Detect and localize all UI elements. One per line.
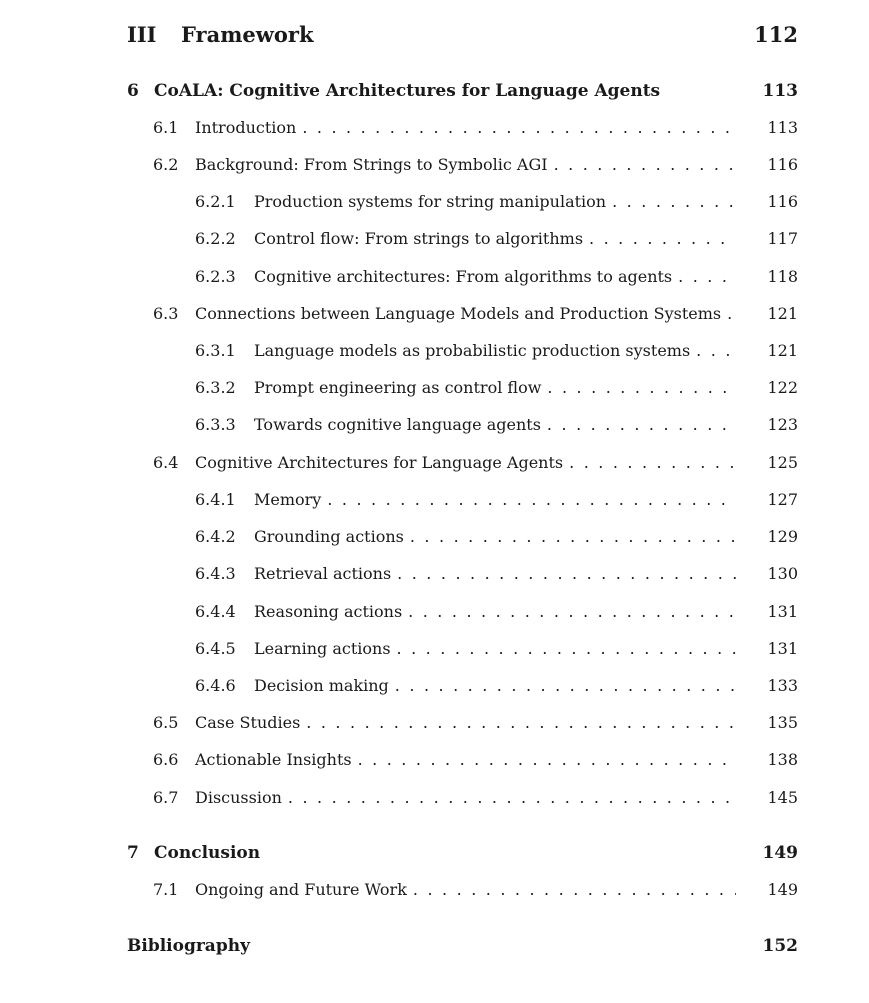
toc-section-entry[interactable] bbox=[153, 750, 798, 769]
part-page-number: 112 bbox=[754, 22, 798, 47]
section-page-number: 113 bbox=[767, 118, 798, 137]
dot-leader bbox=[302, 118, 736, 137]
dot-leader bbox=[547, 415, 736, 434]
dot-leader bbox=[612, 192, 736, 211]
section-title: Actionable Insights bbox=[195, 750, 352, 769]
toc-section-entry[interactable] bbox=[153, 155, 798, 174]
toc-chapter-entry[interactable] bbox=[127, 81, 798, 101]
subsection-title: Decision making bbox=[254, 676, 389, 695]
toc-subsection-entry[interactable] bbox=[195, 267, 798, 286]
section-number: 6.4 bbox=[153, 453, 179, 472]
section-title: Discussion bbox=[195, 788, 282, 807]
toc-section-entry[interactable] bbox=[153, 304, 798, 323]
subsection-page-number: 123 bbox=[767, 415, 798, 434]
subsection-number: 6.4.1 bbox=[195, 490, 236, 509]
chapter-page-number: 149 bbox=[762, 843, 798, 863]
subsection-page-number: 118 bbox=[767, 267, 798, 286]
subsection-title: Retrieval actions bbox=[254, 564, 392, 583]
section-title: Cognitive Architectures for Language Agents bbox=[195, 453, 564, 472]
chapter-page-number: 113 bbox=[762, 81, 798, 101]
subsection-title: Production systems for string manipulation bbox=[254, 192, 607, 211]
dot-leader bbox=[397, 639, 736, 658]
dot-leader bbox=[408, 602, 736, 621]
section-number: 6.7 bbox=[153, 788, 179, 807]
toc-subsection-entry[interactable] bbox=[195, 192, 798, 211]
subsection-number: 6.3.3 bbox=[195, 415, 236, 434]
subsection-page-number: 129 bbox=[767, 527, 798, 546]
subsection-page-number: 130 bbox=[767, 564, 798, 583]
subsection-number: 6.4.6 bbox=[195, 676, 236, 695]
section-page-number: 135 bbox=[767, 713, 798, 732]
dot-leader bbox=[410, 527, 736, 546]
toc-chapter-entry[interactable] bbox=[127, 843, 798, 863]
subsection-number: 6.4.4 bbox=[195, 602, 236, 621]
section-page-number: 125 bbox=[767, 453, 798, 472]
part-number: III bbox=[127, 22, 157, 47]
subsection-number: 6.4.3 bbox=[195, 564, 236, 583]
subsection-page-number: 122 bbox=[767, 378, 798, 397]
dot-leader bbox=[288, 788, 736, 807]
toc-section-entry[interactable] bbox=[153, 453, 798, 472]
subsection-title: Towards cognitive language agents bbox=[254, 415, 541, 434]
dot-leader bbox=[696, 341, 736, 360]
subsection-number: 6.2.1 bbox=[195, 192, 236, 211]
subsection-page-number: 131 bbox=[767, 602, 798, 621]
toc-subsection-entry[interactable] bbox=[195, 527, 798, 546]
subsection-page-number: 121 bbox=[767, 341, 798, 360]
chapter-title: CoALA: Cognitive Architectures for Language Agents bbox=[154, 81, 661, 101]
dot-leader bbox=[306, 713, 736, 732]
dot-leader bbox=[589, 229, 736, 248]
dot-leader bbox=[413, 880, 736, 899]
section-page-number: 145 bbox=[767, 788, 798, 807]
section-title: Connections between Language Models and Production Systems bbox=[195, 304, 722, 323]
dot-leader bbox=[397, 564, 736, 583]
bibliography-page-number: 152 bbox=[762, 936, 798, 956]
toc-subsection-entry[interactable] bbox=[195, 564, 798, 583]
dot-leader bbox=[395, 676, 736, 695]
section-number: 6.5 bbox=[153, 713, 179, 732]
subsection-number: 6.4.5 bbox=[195, 639, 236, 658]
toc-subsection-entry[interactable] bbox=[195, 229, 798, 248]
subsection-number: 6.2.2 bbox=[195, 229, 236, 248]
dot-leader bbox=[358, 750, 736, 769]
toc-subsection-entry[interactable] bbox=[195, 490, 798, 509]
subsection-number: 6.2.3 bbox=[195, 267, 236, 286]
part-title: Framework bbox=[181, 22, 314, 47]
section-title: Introduction bbox=[195, 118, 297, 137]
bibliography-title: Bibliography bbox=[127, 936, 250, 956]
dot-leader bbox=[547, 378, 736, 397]
subsection-title: Control flow: From strings to algorithms bbox=[254, 229, 584, 248]
chapter-number: 6 bbox=[127, 81, 139, 101]
subsection-page-number: 127 bbox=[767, 490, 798, 509]
section-number: 6.1 bbox=[153, 118, 179, 137]
subsection-title: Reasoning actions bbox=[254, 602, 403, 621]
toc-bibliography-entry[interactable] bbox=[127, 936, 798, 956]
dot-leader bbox=[569, 453, 736, 472]
subsection-title: Prompt engineering as control flow bbox=[254, 378, 542, 397]
toc-section-entry[interactable] bbox=[153, 713, 798, 732]
section-number: 6.2 bbox=[153, 155, 179, 174]
subsection-page-number: 131 bbox=[767, 639, 798, 658]
subsection-number: 6.4.2 bbox=[195, 527, 236, 546]
toc-subsection-entry[interactable] bbox=[195, 341, 798, 360]
toc-part-entry[interactable] bbox=[127, 22, 798, 47]
subsection-title: Grounding actions bbox=[254, 527, 404, 546]
subsection-title: Memory bbox=[254, 490, 322, 509]
section-page-number: 121 bbox=[767, 304, 798, 323]
section-title: Case Studies bbox=[195, 713, 301, 732]
subsection-title: Cognitive architectures: From algorithms to agents bbox=[254, 267, 673, 286]
toc-section-entry[interactable] bbox=[153, 118, 798, 137]
section-number: 6.6 bbox=[153, 750, 179, 769]
dot-leader bbox=[554, 155, 736, 174]
toc-section-entry[interactable] bbox=[153, 880, 798, 899]
dot-leader bbox=[327, 490, 736, 509]
section-page-number: 149 bbox=[767, 880, 798, 899]
dot-leader bbox=[678, 267, 736, 286]
subsection-number: 6.3.1 bbox=[195, 341, 236, 360]
dot-leader bbox=[727, 304, 736, 323]
toc-subsection-entry[interactable] bbox=[195, 378, 798, 397]
toc-subsection-entry[interactable] bbox=[195, 602, 798, 621]
subsection-page-number: 117 bbox=[767, 229, 798, 248]
subsection-title: Language models as probabilistic production systems bbox=[254, 341, 691, 360]
chapter-number: 7 bbox=[127, 843, 139, 863]
subsection-title: Learning actions bbox=[254, 639, 391, 658]
toc-section-entry[interactable] bbox=[153, 788, 798, 807]
subsection-number: 6.3.2 bbox=[195, 378, 236, 397]
subsection-page-number: 116 bbox=[767, 192, 798, 211]
section-number: 6.3 bbox=[153, 304, 179, 323]
section-page-number: 138 bbox=[767, 750, 798, 769]
toc-subsection-entry[interactable] bbox=[195, 639, 798, 658]
section-number: 7.1 bbox=[153, 880, 179, 899]
toc-subsection-entry[interactable] bbox=[195, 415, 798, 434]
subsection-page-number: 133 bbox=[767, 676, 798, 695]
section-page-number: 116 bbox=[767, 155, 798, 174]
toc-subsection-entry[interactable] bbox=[195, 676, 798, 695]
chapter-title: Conclusion bbox=[154, 843, 261, 863]
section-title: Ongoing and Future Work bbox=[195, 880, 407, 899]
section-title: Background: From Strings to Symbolic AGI bbox=[195, 155, 548, 174]
